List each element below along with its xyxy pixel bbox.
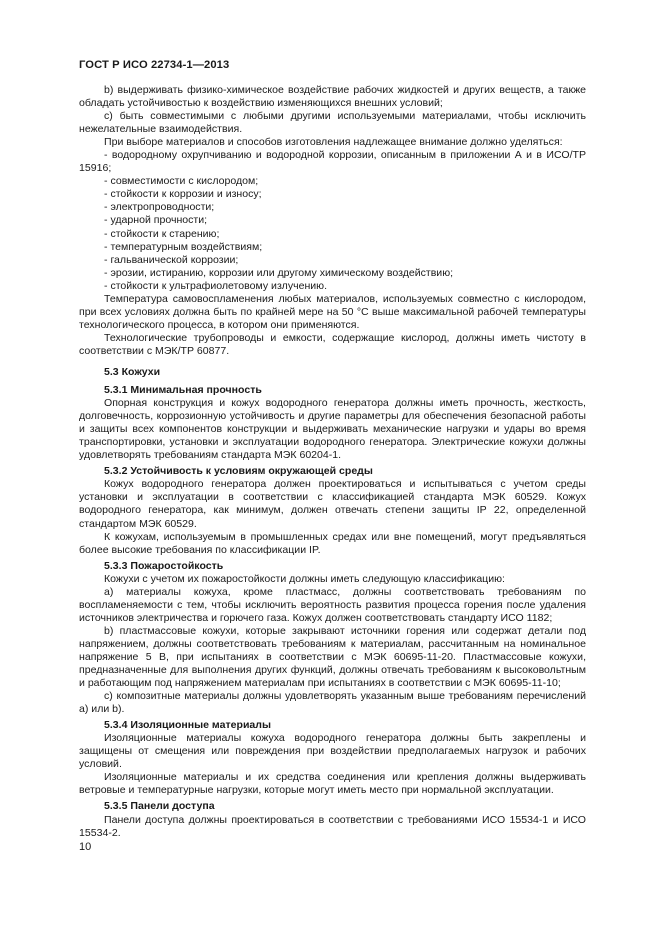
paragraph: Опорная конструкция и кожух водородного генератора должны иметь прочность, жесткость, долговечность, коррозионную устойчивость и другие параметры для обеспечения безопасной работы и защиты всех компонентов конструкции и выдерживать механические нагрузки и удары во время транспортировки, установки и эксплуатации водородного генератора. Электрические кожухи должны удовлетворять требованиям стандарта МЭК 60204-1.: [79, 397, 586, 462]
list-item: a) материалы кожуха, кроме пластмасс, должны соответствовать требованиям по воспламеняемости с тем, чтобы исключить вероятность развития процесса горения после удаления источников электричества и горючего газа. Кожух должен соответствовать стандарту ИСО 1182;: [79, 585, 586, 624]
paragraph: Кожухи с учетом их пожаростойкости должны иметь следующую классификацию:: [104, 572, 505, 585]
section-heading: 5.3 Кожухи: [104, 365, 161, 378]
paragraph: К кожухам, используемым в промышленных средах или вне помещений, могут предъявляться более высокие требования по классификации IP.: [79, 530, 586, 556]
paragraph: b) выдерживать физико-химическое воздействие рабочих жидкостей и других веществ, а также обладать устойчивостью к воздействию изменяющихся внешних условий;: [79, 84, 586, 110]
page-number: 10: [79, 841, 92, 853]
list-item: - температурным воздействиям;: [104, 240, 263, 253]
list-item: - гальванической коррозии;: [104, 253, 239, 266]
paragraph: Кожух водородного генератора должен проектироваться и испытываться с учетом среды установки и эксплуатации в соответствии с классификацией стандарта МЭК 60529. Кожух водородного генератора, как минимум, должен отвечать степени защиты IP 22, определенной стандартом МЭК 60529.: [79, 478, 586, 530]
list-item: - ударной прочности;: [104, 214, 208, 227]
list-item: - совместимости с кислородом;: [104, 175, 259, 188]
list-item: - эрозии, истиранию, коррозии или другому химическому воздействию;: [104, 266, 454, 279]
list-item: b) пластмассовые кожухи, которые закрывают источники горения или содержат детали под напряжением, должны соответствовать требованиям к материалам, рассчитанным на номинальное напряжение 5 В, при испытаниях в соответствии с МЭК 60695-11-20. Пластмассовые кожухи, предназначенные для выполнения других функций, должны отвечать требованиям к высоковольтным и работающим под напряжением материалам при испытаниях в соответствии с МЭК 60695-11-10;: [79, 624, 586, 690]
list-item: - стойкости к старению;: [104, 227, 220, 240]
paragraph: Технологические трубопроводы и емкости, содержащие кислород, должны иметь чистоту в соответствии с МЭК/ТР 60877.: [79, 331, 586, 357]
paragraph: Изоляционные материалы и их средства соединения или крепления должны выдерживать ветровые и температурные нагрузки, которые могут иметь место при нормальной эксплуатации.: [79, 771, 586, 797]
paragraph: Изоляционные материалы кожуха водородного генератора должны быть закреплены и защищены от смещения или повреждения при воздействии предполагаемых нагрузок и рабочих условий.: [79, 732, 586, 771]
document-header: ГОСТ Р ИСО 22734-1—2013: [79, 59, 230, 71]
paragraph: c) быть совместимыми с любыми другими используемыми материалами, чтобы исключить нежелательные взаимодействия.: [79, 110, 586, 136]
subsection-heading: 5.3.3 Пожаростойкость: [104, 559, 224, 572]
paragraph: Панели доступа должны проектироваться в соответствии с требованиями ИСО 15534-1 и ИСО 15534-2.: [79, 813, 586, 839]
paragraph: При выборе материалов и способов изготовления надлежащее внимание должно уделяться:: [104, 136, 563, 149]
subsection-heading: 5.3.2 Устойчивость к условиям окружающей среды: [104, 465, 373, 478]
subsection-heading: 5.3.1 Минимальная прочность: [104, 384, 262, 397]
subsection-heading: 5.3.4 Изоляционные материалы: [104, 719, 271, 732]
list-item: - водородному охрупчиванию и водородной коррозии, описанным в приложении А и в ИСО/ТР 15916;: [79, 149, 586, 175]
list-item: - стойкости к коррозии и износу;: [104, 188, 262, 201]
list-item: c) композитные материалы должны удовлетворять указанным выше требованиям перечислений а) или b).: [79, 690, 586, 716]
list-item: - электропроводности;: [104, 201, 215, 214]
paragraph: Температура самовоспламенения любых материалов, используемых совместно с кислородом, при всех условиях должна быть по крайней мере на 50 °С выше максимальной рабочей температуры технологического процесса, в котором они применяются.: [79, 292, 586, 331]
subsection-heading: 5.3.5 Панели доступа: [104, 800, 215, 813]
list-item: - стойкости к ультрафиолетовому излучению.: [104, 279, 328, 292]
page-body: [79, 84, 586, 840]
